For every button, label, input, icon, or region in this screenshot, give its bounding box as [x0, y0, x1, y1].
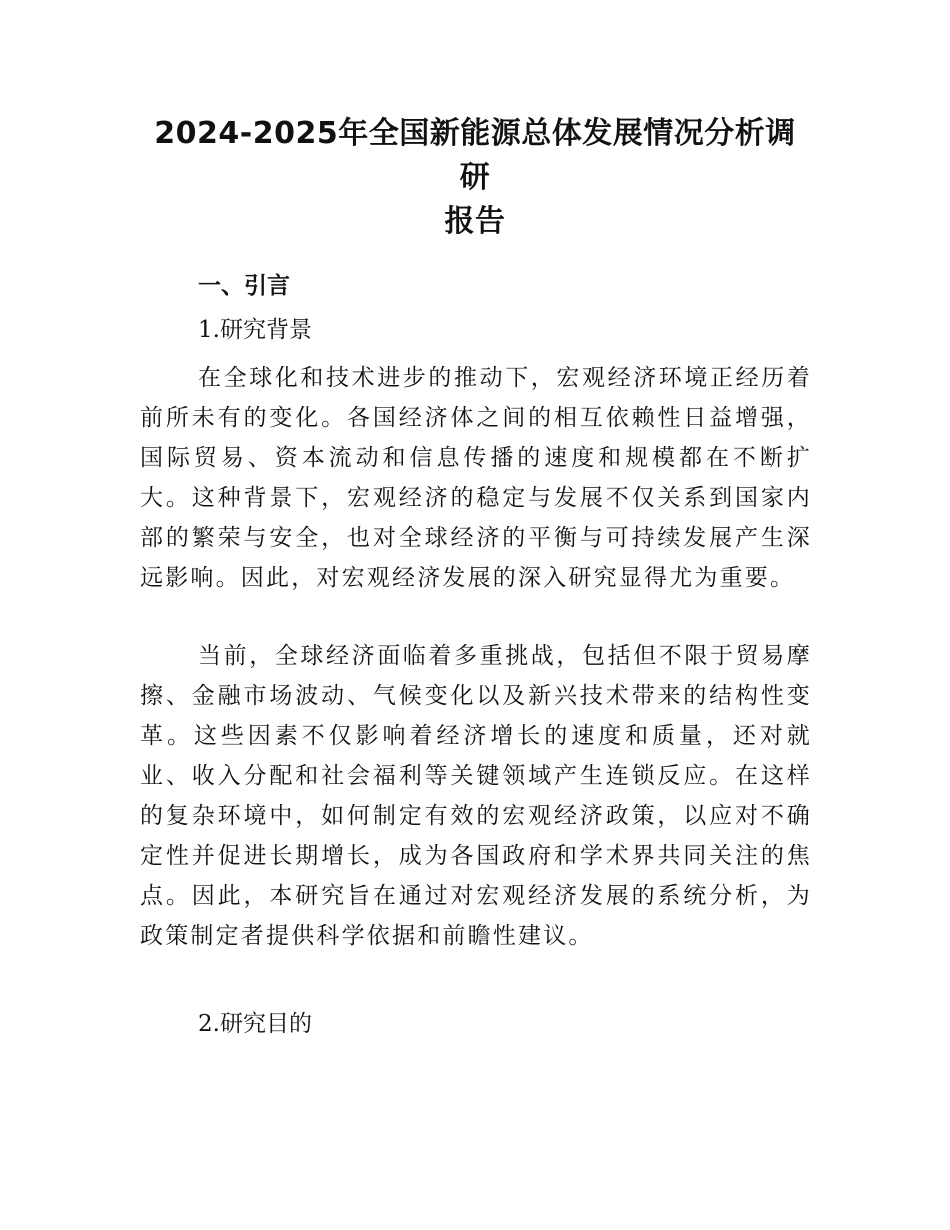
document-title-line-2: 报告	[444, 204, 506, 239]
document-title-line-1: 2024-2025年全国新能源总体发展情况分析调研	[154, 116, 796, 195]
section-heading-introduction: 一、引言	[198, 273, 290, 299]
paragraph-background-2: 当前，全球经济面临着多重挑战，包括但不限于贸易摩擦、金融市场波动、气候变化以及新兴技术带来的结构性变革。这些因素不仅影响着经济增长的速度和质量，还对就业、收入分配和社会福利等关键领域产生连锁反应。在这样的复杂环境中，如何制定有效的宏观经济政策，以应对不确定性并促进长期增长，成为各国政府和学术界共同关注的焦点。因此，本研究旨在通过对宏观经济发展的系统分析，为政策制定者提供科学依据和前瞻性建议。	[140, 643, 812, 949]
document-title	[140, 112, 810, 244]
subsection-heading-research-background: 1.研究背景	[198, 317, 312, 343]
paragraph-background-1: 在全球化和技术进步的推动下，宏观经济环境正经历着前所未有的变化。各国经济体之间的相互依赖性日益增强，国际贸易、资本流动和信息传播的速度和规模都在不断扩大。这种背景下，宏观经济的稳定与发展不仅关系到国家内部的繁荣与安全，也对全球经济的平衡与可持续发展产生深远影响。因此，对宏观经济发展的深入研究显得尤为重要。	[140, 365, 812, 591]
subsection-heading-research-purpose: 2.研究目的	[198, 1011, 312, 1037]
